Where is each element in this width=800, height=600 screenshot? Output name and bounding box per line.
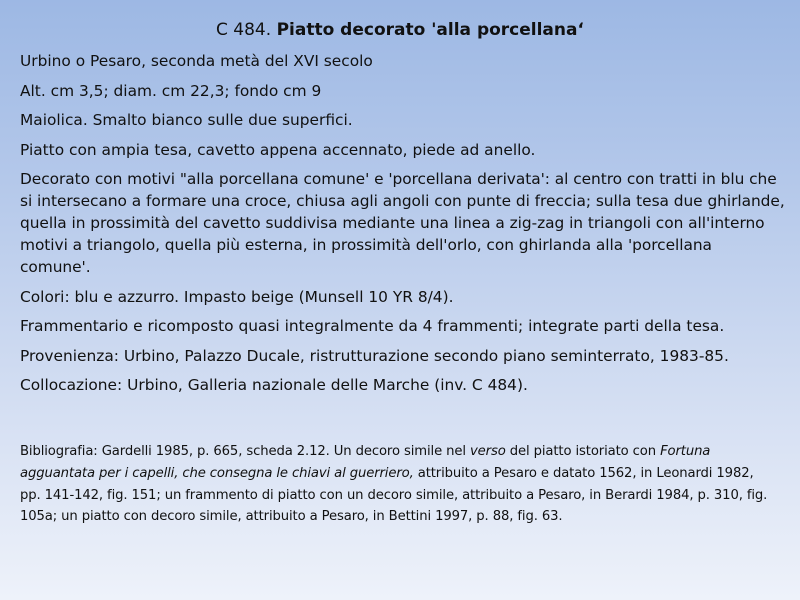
bibliography-verso: verso — [470, 444, 506, 459]
material: Maiolica. Smalto bianco sulle due superfici. — [20, 111, 353, 129]
bibliography-text-1: Bibliografia: Gardelli 1985, p. 665, scheda 2.12. Un decoro simile nel — [20, 444, 470, 459]
location: Collocazione: Urbino, Galleria nazionale delle Marche (inv. C 484). — [20, 376, 528, 394]
condition: Frammentario e ricomposto quasi integralmente da 4 frammenti; integrate parti della tesa. — [20, 317, 725, 335]
shape-description: Piatto con ampia tesa, cavetto appena accennato, piede ad anello. — [20, 140, 536, 159]
bibliography-text-3: attribuito a Pesaro e datato 1562, in Leonardi 1982, pp. 141-142, fig. 151; un frammento di piatto con un decoro simile, attribuito a Pesaro, in Berardi 1984, p. 310, fig. 105a; un piatto con decoro simile, attribuito a Pesaro, in Bettini 1997, p. 88, fig. 63. — [20, 465, 768, 525]
provenance-date: Urbino o Pesaro, seconda metà del XVI secolo — [20, 52, 373, 70]
dimensions: Alt. cm 3,5; diam. cm 22,3; fondo cm 9 — [20, 81, 322, 100]
object-title: Piatto decorato 'alla porcellana‘ — [276, 20, 584, 40]
description-block — [20, 50, 785, 404]
bibliography — [20, 441, 778, 528]
provenance: Provenienza: Urbino, Palazzo Ducale, ristrutturazione secondo piano seminterrato, 1983-85. — [20, 346, 729, 365]
bibliography-artwork-title: Fortuna agguantata per i capelli, che consegna le chiavi al guerriero, — [20, 444, 711, 481]
slide-title — [0, 19, 800, 41]
colors: Colori: blu e azzurro. Impasto beige (Munsell 10 YR 8/4). — [20, 287, 454, 306]
catalog-code: C 484. — [216, 20, 272, 40]
bibliography-text-2: del piatto istoriato con — [505, 444, 661, 459]
decoration-description: Decorato con motivi "alla porcellana comune' e 'porcellana derivata': al centro con tratti in blu che si intersecano a formare una croce, chiusa agli angoli con punte di freccia; sulla tesa due ghirlande, quella in prossimità del cavetto suddivisa mediante una linea a zig-zag in triangoli con all'interno motivi a triangolo, quella più esterna, in prossimità dell'orlo, con ghirlanda alla 'porcellana comune'. — [20, 170, 785, 276]
